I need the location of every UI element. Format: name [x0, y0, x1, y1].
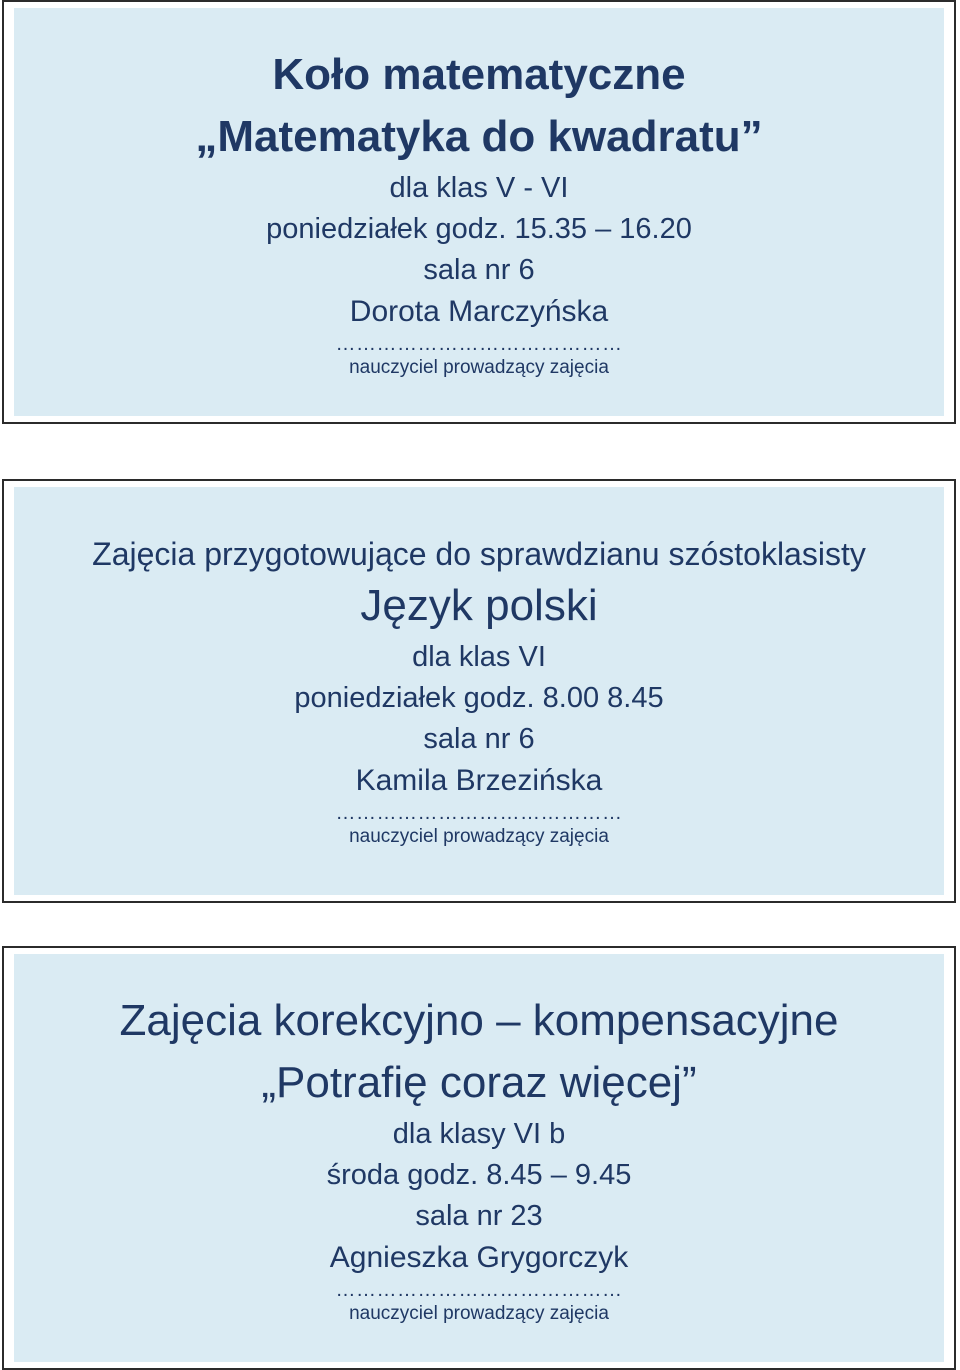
teacher-name: Kamila Brzezińska: [355, 763, 603, 797]
schedule-info: poniedziałek godz. 15.35 – 16.20: [266, 212, 692, 245]
room-info: sala nr 6: [423, 253, 535, 286]
teacher-caption: nauczyciel prowadzący zajęcia: [349, 356, 609, 378]
signature-dots: ……………………………………: [335, 1278, 623, 1301]
activity-card-math-club: [2, 0, 956, 424]
teacher-name: Dorota Marczyńska: [349, 294, 609, 328]
card-subtitle: „Matematyka do kwadratu”: [195, 111, 763, 161]
teacher-caption: nauczyciel prowadzący zajęcia: [349, 825, 609, 847]
teacher-caption: nauczyciel prowadzący zajęcia: [349, 1302, 609, 1324]
card-panel: [14, 8, 944, 416]
activity-card-polish-exam-prep: [2, 479, 956, 903]
schedule-info: środa godz. 8.45 – 9.45: [326, 1158, 632, 1191]
room-info: sala nr 23: [415, 1199, 543, 1232]
card-subtitle: Język polski: [360, 580, 598, 630]
card-title: Zajęcia przygotowujące do sprawdzianu szóstoklasisty: [92, 535, 866, 572]
class-info: dla klas V - VI: [389, 171, 569, 204]
schedule-info: poniedziałek godz. 8.00 8.45: [294, 681, 664, 714]
activity-card-corrective-classes: [2, 946, 956, 1370]
card-title: Koło matematyczne: [272, 49, 686, 99]
card-panel: [14, 954, 944, 1362]
card-subtitle: „Potrafię coraz więcej”: [261, 1057, 697, 1107]
class-info: dla klasy VI b: [392, 1117, 566, 1150]
room-info: sala nr 6: [423, 722, 535, 755]
card-panel: [14, 487, 944, 895]
card-title: Zajęcia korekcyjno – kompensacyjne: [119, 995, 839, 1045]
teacher-name: Agnieszka Grygorczyk: [329, 1240, 629, 1274]
class-info: dla klas VI: [412, 640, 546, 673]
signature-dots: ……………………………………: [335, 332, 623, 355]
signature-dots: ……………………………………: [335, 801, 623, 824]
